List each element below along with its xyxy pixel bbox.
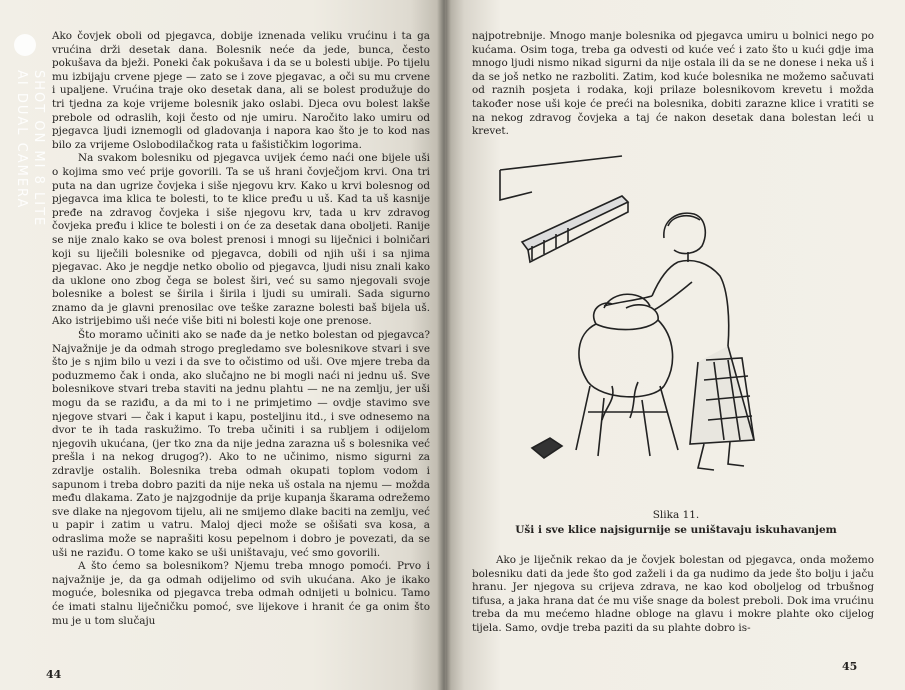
figure-title: Slika 11. (652, 509, 700, 521)
camera-logo-icon (14, 34, 36, 56)
paragraph: Ako čovjek oboli od pjegavca, dobije iznenada veliku vrućinu i ta ga vrućina drži desetak dana. Bolesnik neće da jede, bunca, često pokušava da bježi. Poneki čak pokušava i da se u bolesti ubije. Po tijelu mu izbijaju crvene pjege — zato se i zove pjegavac, a oči su mu crvene i upaljene. Vrućina traje oko desetak dana, ali se bolest produžuje do tri tjedna za koje vrijeme bolesnik jako oslabi. Djeca ovu bolest lakše prebole od odraslih, koji često od nje umiru. Naročito lako umiru od pjegavca ljudi iznemogli od gladovanja i napora kao što je to kod nas bilo za vrijeme Oslobodilačkog rata u fašističkim logorima. (52, 30, 430, 151)
pot-drawing (532, 294, 678, 458)
watermark-line-1: SHOT ON MI 8 LITE (31, 70, 46, 228)
left-page-text (52, 30, 430, 628)
right-page-text-bottom (472, 554, 874, 636)
page-number-left: 44 (46, 668, 62, 681)
shelf-drawing (500, 156, 628, 262)
paragraph: Ako je liječnik rekao da je čovjek bolestan od pjegavca, onda možemo bolesniku dati da jede što god zaželi i da ga nudimo da jede što bolju i jaču hranu. Jer njegova su crijeva zdrava, ne kao kod oboljelog od trbušnog tifusa, a jaka hrana dat će mu više snage da bolest preboli. Dok ima vrućinu treba da mu mećemo hladne obloge na glavu i mokre plahte oko cijelog tijela. Samo, ovdje treba paziti da su plahte dobro is- (472, 554, 874, 634)
watermark-line-2: AI DUAL CAMERA (14, 70, 29, 210)
figure-illustration (492, 150, 852, 490)
figure-caption: Uši i sve klice najsigurnije se uništavaju iskuhavanjem (515, 524, 837, 536)
paragraph: Što moramo učiniti ako se nađe da je netko bolestan od pjegavca? Najvažnije je da odmah strogo pregledamo sve bolesnikove stvari i sve što je s njim bilo u vezi i da sve to očistimo od uši. Ove mjere treba da poduzmemo čak i onda, ako slučajno ne bi mogli naći ni jednu uš. Sve bolesnikove stvari treba staviti na jednu plahtu — ne na zemlju, jer uši mogu da se raziđu, a da mi to i ne primjetimo — ovdje stavimo sve njegove stvari — čak i kaput i kapu, posteljinu itd., i sve odnesemo na dvor te ih tada raskužimo. To treba učiniti i sa rubljem i odijelom njegovih ukućana, (jer tko zna da nije jedna zarazna uš s bolesnika već prešla i na nekog drugog?). Ako to ne učinimo, nismo sigurni za zdravlje ostalih. Bolesnika treba odmah okupati toplom vodom i sapunom i treba dobro paziti da nije neka uš ostala na njemu — možda među dlakama. Zato je najzgodnije da prije kupanja škarama odrežemo sve dlake na njegovom tijelu, ali ne smijemo dlake baciti na zemlju, već u papir i zatim u vatru. Maloj djeci može se ošišati sva kosa, a odraslima može se naprašiti kosu pepelnom i dobro je povezati, da se uši ne raziđu. O tome kako se uši uništavaju, već smo govorili. (52, 329, 430, 559)
book-gutter (437, 0, 451, 690)
paragraph: A što ćemo sa bolesnikom? Njemu treba mnogo pomoći. Prvo i najvažnije je, da ga odmah odijelimo od svih ukućana. Ako je ikako moguće, bolesnika od pjegavca treba odmah odnijeti u bolnicu. Tamo će imati stalnu liječničku pomoć, sve lijekove i hranit će ga onim što mu je u tom slučaju (52, 560, 430, 627)
paragraph: najpotrebnije. Mnogo manje bolesnika od pjegavca umiru u bolnici nego po kućama. Osim toga, treba ga odvesti od kuće već i zato što u kući gdje ima mnogo ljudi nismo nikad sigurni da nije ostala ili da se ne donese i neka uš i da se još netko ne razboliti. Zatim, kod kuće bolesnika ne možemo sačuvati od raznih posjeta i rodaka, koji prilaze bolesnikovom krevetu i možda također nose uši koje će preći na bolesnika, dobiti zarazne klice i vratiti se na nekog zdravog čovjeka a taj će nakon desetak dana bolestan leći u krevet. (472, 30, 874, 138)
left-page (0, 0, 446, 690)
paragraph: Na svakom bolesniku od pjegavca uvijek ćemo naći one bijele uši o kojima smo već prije govorili. Ta se uš hrani čovječjom krvi. Ona tri puta na dan ugrize čovjeka i siše njegovu krv. Kako u krvi bolesnog od pjegavca ima klica te bolesti, to te klice pređu u uš. Kad ta uš kasnije pređe na zdravog čovjeka i siše njegovu krv, tada u krv zdravog čovjeka pređu i klice te bolesti i on će za desetak dana oboljeti. Ranije se nije znalo kako se ova bolest prenosi i mnogi su liječnici i bolničari koji su liječili bolesnike od pjegavca, dobili od njih uši i sa njima pjegavac. Ako je negdje netko obolio od pjegavca, ljudi nisu znali kako da uklone ono zbog čega se bolest širi, već su samo njegovali svoje bolesnike a bolest se širila i širila i ljudi su umirali. Sada sigurno znamo da je glavni prenosilac ove teške zarazne bolesti baš bijela uš. Ako istrijebimo uši neće više biti ni bolesti koje one prenose. (52, 152, 430, 328)
page-number-right: 45 (842, 660, 858, 673)
right-page (446, 0, 905, 690)
camera-watermark (8, 30, 48, 290)
right-page-text-top (472, 30, 874, 139)
watermark-text (12, 70, 46, 227)
woman-figure-drawing (604, 213, 754, 470)
